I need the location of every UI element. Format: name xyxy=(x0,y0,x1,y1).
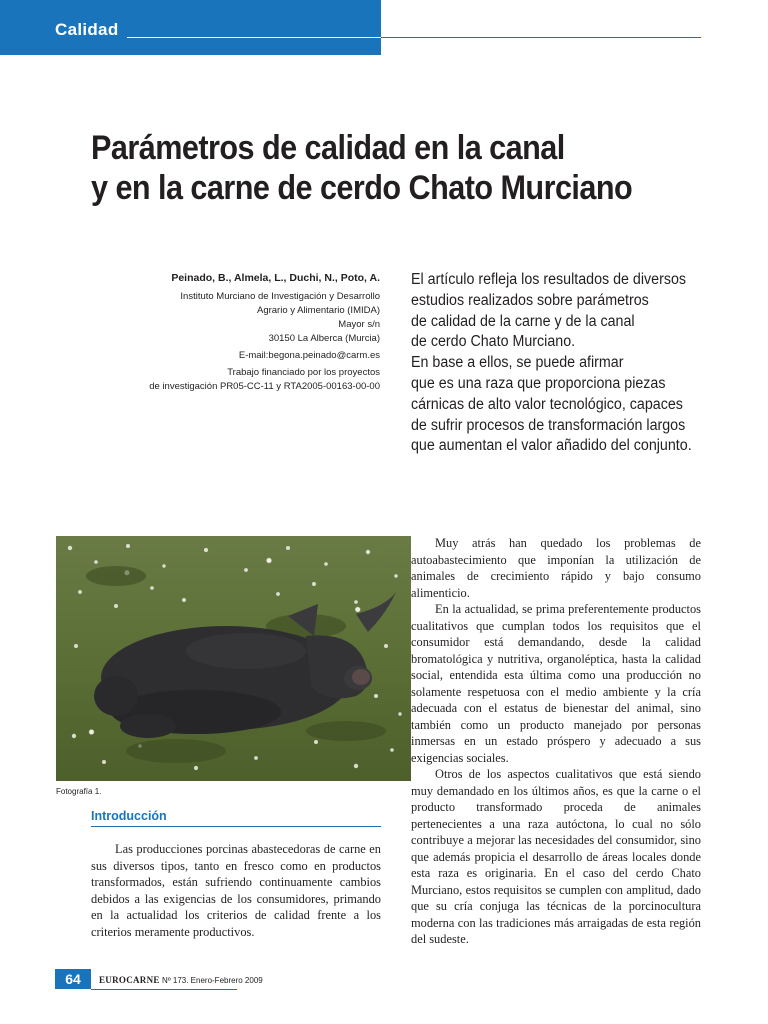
journal-name: EUROCARNE xyxy=(99,975,160,985)
right-column xyxy=(411,535,701,948)
article-title xyxy=(91,128,649,208)
title-line-1: Parámetros de calidad en la canal xyxy=(91,129,565,167)
abstract-line: que es una raza que proporciona piezas xyxy=(411,374,666,392)
intro-heading: Introducción xyxy=(91,809,381,827)
pig-illustration xyxy=(56,536,411,781)
left-column xyxy=(91,841,381,940)
section-tab xyxy=(0,0,381,55)
title-line-2: y en la carne de cerdo Chato Murciano xyxy=(91,169,633,207)
abstract-line: En base a ellos, se puede afirmar xyxy=(411,354,624,372)
abstract-line: cárnicas de alto valor tecnológico, capaces xyxy=(411,395,683,413)
abstract-line: de cerdo Chato Murciano. xyxy=(411,333,576,351)
abstract-line: de calidad de la carne y de la canal xyxy=(411,312,635,330)
footer-citation xyxy=(99,975,263,985)
funding-line: Trabajo financiado por los proyectos xyxy=(227,367,380,378)
affiliation-line: Agrario y Alimentario (IMIDA) xyxy=(256,305,380,316)
author-names: Peinado, B., Almela, L., Duchi, N., Poto, A. xyxy=(171,272,380,284)
abstract-line: El artículo refleja los resultados de diversos xyxy=(411,271,687,288)
photo-caption: Fotografía 1. xyxy=(56,787,102,796)
body-paragraph: Las producciones porcinas abastecedoras de carne en sus diversos tipos, tanto en fresco como en productos transformados, están sufriendo continuamente cambios debidos a las exigencias de los consumidores, primando en la actualidad los criterios de calidad frente a los criterios meramente productivos. xyxy=(91,842,381,939)
funding-line: de investigación PR05-CC-11 y RTA2005-00163-00-00 xyxy=(149,381,380,392)
pig-photo xyxy=(56,536,411,781)
body-paragraph: En la actualidad, se prima preferentemente productos cualitativos que cumplan todos los requisitos que el consumidor está demandando, desde la calidad bromatológica y nutritiva, organoléptica, hasta la calidad social, entendida esta última como una producción no solamente respetuosa con el medio ambiente y la cría adecuada con el estatus de bienestar del animal, sino también como un producto manejado por personas inmersas en un estado próspero y adecuado a sus exigencias sociales. xyxy=(411,602,701,765)
affiliation-line: Instituto Murciano de Investigación y Desarrollo xyxy=(180,291,380,302)
pig-body xyxy=(94,592,396,738)
affiliation-line: Mayor s/n xyxy=(338,319,380,330)
header-divider xyxy=(127,37,381,38)
abstract-line: de sufrir procesos de transformación largos xyxy=(411,416,686,434)
author-email: E-mail:begona.peinado@carm.es xyxy=(238,350,380,361)
abstract xyxy=(411,270,711,457)
abstract-line: que aumentan el valor añadido del conjunto. xyxy=(411,437,692,455)
header-rule xyxy=(381,37,701,38)
issue-info: Nº 173. Enero-Febrero 2009 xyxy=(161,976,263,985)
section-label: Calidad xyxy=(55,20,119,39)
body-paragraph: Otros de los aspectos cualitativos que está siendo muy demandado en los últimos años, es que la carne o el producto transformado proceda de animales pertenecientes a una raza autóctona, lo cual no sólo contribuye a mejorar las necesidades del consumidor, sino que además propicia el desarrollo de áreas locales donde esta raza es originaria. En el caso del cerdo Chato Murciano, estos requisitos se cumplen con amplitud, dado que su cría conjuga las técnicas de la porcinocultura moderna con las tradiciones más arraigadas de esta región del sudeste. xyxy=(411,767,701,946)
abstract-line: estudios realizados sobre parámetros xyxy=(411,291,649,309)
affiliation-line: 30150 La Alberca (Murcia) xyxy=(268,333,380,344)
author-block xyxy=(120,271,380,394)
page-number: 64 xyxy=(55,969,91,989)
footer-rule xyxy=(91,989,237,990)
body-paragraph: Muy atrás han quedado los problemas de autoabastecimiento que imponían la utilización de animales de crecimiento rápido y bajo consumo alimenticio. xyxy=(411,536,701,600)
